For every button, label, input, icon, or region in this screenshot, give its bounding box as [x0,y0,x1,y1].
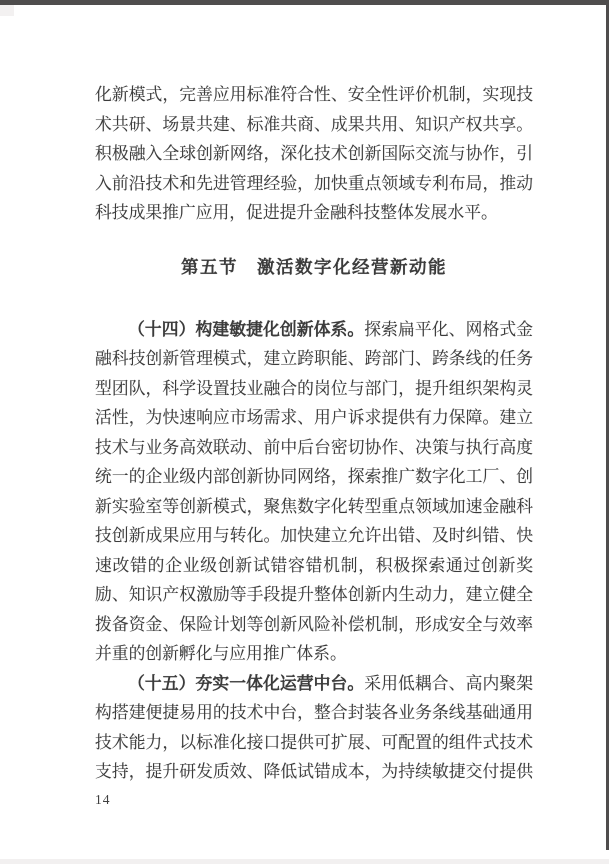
body-line: 技术能力，以标准化接口提供可扩展、可配置的组件式技术 [95,732,533,752]
paragraph-lead: （十四）构建敏捷化创新体系。 [128,319,365,339]
paragraph-14 [95,315,533,669]
paragraph-15 [95,669,533,787]
scan-edge-top [0,0,609,5]
body-line: 拨备资金、保险计划等创新风险补偿机制，形成安全与效率 [95,614,533,634]
document-body [95,80,533,787]
body-line: 新实验室等创新模式，聚焦数字化转型重点领域加速金融科 [95,496,533,516]
body-line: 速改错的企业级创新试错容错机制，积极探索通过创新奖 [95,555,533,575]
body-line: 科技成果推广应用，促进提升金融科技整体发展水平。 [95,203,498,222]
body-line: 术共研、场景共建、标准共商、成果共用、知识产权共享。 [95,114,533,134]
body-line: 并重的创新孵化与应用推广体系。 [95,644,347,663]
body-line: 构搭建便捷易用的技术中台，整合封装各业务条线基础通用 [95,703,533,722]
paragraph-lead: （十五）夯实一体化运营中台。 [128,673,365,693]
body-line [95,669,533,699]
body-line [95,315,533,345]
body-line: 技术与业务高效联动、前中后台密切协作、决策与执行高度 [95,437,533,457]
body-line: 入前沿技术和先进管理经验，加快重点领域专利布局，推动 [95,173,533,193]
body-line: 积极融入全球创新网络，深化技术创新国际交流与协作，引 [95,144,533,163]
paragraph-text: 采用低耦合、高内聚架 [364,673,533,693]
section-heading: 第五节 激活数字化经营新动能 [181,256,447,277]
body-line: 活性，为快速响应市场需求、用户诉求提供有力保障。建立 [95,408,533,427]
body-line: 技创新成果应用与转化。加快建立允许出错、及时纠错、快 [95,526,533,545]
body-line: 型团队，科学设置技业融合的岗位与部门，提升组织架构灵 [95,378,533,398]
body-line: 化新模式，完善应用标准符合性、安全性评价机制，实现技 [95,85,533,104]
scan-corner-artifact [0,5,14,16]
scan-edge-bottom [0,859,609,864]
body-line: 支持，提升研发质效、降低试错成本，为持续敏捷交付提供 [95,762,533,781]
body-line: 融科技创新管理模式，建立跨职能、跨部门、跨条线的任务 [95,349,533,368]
paragraph-continuation [95,80,533,228]
page-number: 14 [95,792,111,807]
body-line: 励、知识产权激励等手段提升整体创新内生动力，建立健全 [95,585,533,604]
body-line: 统一的企业级内部创新协同网络，探索推广数字化工厂、创 [95,467,533,486]
paragraph-text: 探索扁平化、网格式金 [364,319,533,339]
